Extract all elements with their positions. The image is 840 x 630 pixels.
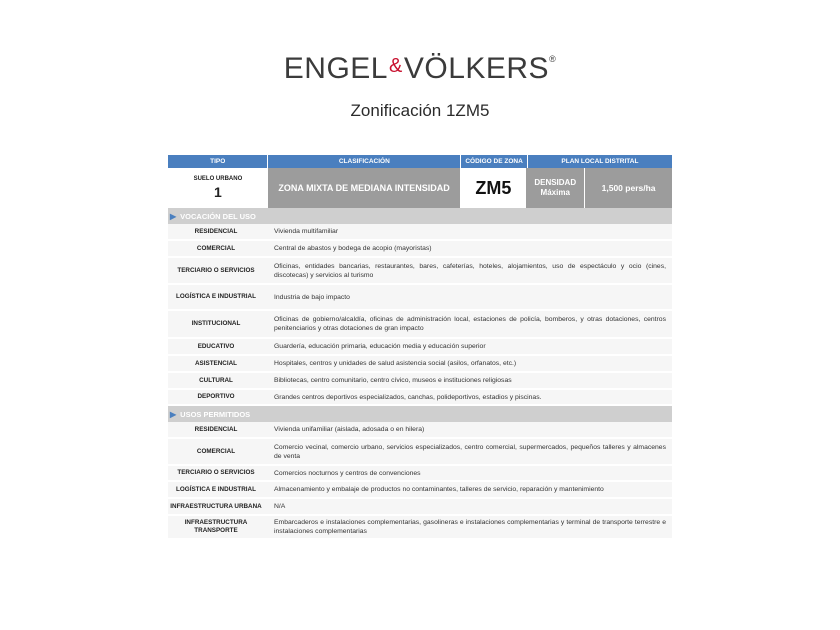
vocacion-rows (168, 224, 672, 406)
page-title: Zonificación 1ZM5 (350, 101, 490, 120)
table-row (168, 482, 672, 499)
table-row (168, 390, 672, 406)
row-value: Oficinas de gobierno/alcaldía, oficinas de administración local, estaciones de policía, bomberos, y otras dotaciones, centros penitenciarios y otras dotaciones de gran impacto (274, 316, 666, 332)
row-value: Vivienda multifamiliar (274, 228, 339, 235)
table-row (168, 258, 672, 285)
row-value: Bibliotecas, centro comunitario, centro cívico, museos e instituciones religiosas (274, 377, 512, 384)
table-header (168, 155, 672, 168)
table-row (168, 439, 672, 466)
registered-mark: ® (549, 54, 557, 64)
permitidos-rows (168, 422, 672, 540)
logo-right: VÖLKERS (403, 52, 550, 85)
row-key: TERCIARIO O SERVICIOS (177, 469, 255, 476)
section-vocacion (168, 208, 672, 224)
row-value: Vivienda unifamiliar (aislada, adosada o en hilera) (274, 426, 425, 433)
row-key: EDUCATIVO (197, 342, 235, 350)
table-row (168, 339, 672, 356)
header-clasificacion: CLASIFICACIÓN (268, 155, 461, 168)
logo-left: ENGEL (283, 52, 388, 85)
section-permitidos (168, 406, 672, 422)
row-key: LOGÍSTICA E INDUSTRIAL (176, 293, 256, 300)
engel-volkers-logo (0, 52, 840, 86)
row-value: N/A (274, 503, 286, 510)
table-row (168, 241, 672, 258)
row-key: LOGÍSTICA E INDUSTRIAL (176, 485, 256, 493)
table-row (168, 466, 672, 482)
row-key: INSTITUCIONAL (191, 320, 241, 327)
densidad-line1: DENSIDAD (534, 178, 577, 187)
section-title: VOCACIÓN DEL USO (180, 211, 256, 221)
tipo-label: SUELO URBANO (193, 176, 243, 182)
row-key: CULTURAL (199, 376, 233, 384)
row-value: Embarcaderos e instalaciones complementarias, gasolineras e instalaciones complementarias y terminal de transporte terrestre e instalaciones complementarias (274, 519, 666, 535)
row-value: Grandes centros deportivos especializados, canchas, polideportivos, estadios y piscinas. (274, 393, 542, 401)
tipo-number: 1 (214, 184, 222, 200)
row-key: COMERCIAL (196, 244, 236, 252)
table-row (168, 356, 672, 373)
header-tipo: TIPO (168, 155, 268, 168)
table-row (168, 422, 672, 439)
zone-summary-row (168, 168, 672, 208)
table-row (168, 285, 672, 311)
logo-ampersand: & (389, 55, 403, 77)
row-value: Industria de bajo impacto (274, 293, 350, 301)
row-key: RESIDENCIAL (194, 227, 238, 235)
table-row (168, 499, 672, 516)
clasificacion-cell: ZONA MIXTA DE MEDIANA INTENSIDAD (268, 168, 461, 208)
row-value: Oficinas, entidades bancarias, restaurantes, bares, cafeterías, hoteles, alojamientos, uso de espectáculo y ocio (cines, discotecas) y servicios al turismo (274, 262, 666, 279)
header-codigo: CÓDIGO DE ZONA (461, 155, 528, 168)
section-arrow-icon: ▶ (170, 409, 177, 419)
densidad-line2: Máxima (540, 188, 570, 197)
section-title: USOS PERMITIDOS (180, 409, 251, 419)
row-key: ASISTENCIAL (195, 359, 237, 367)
row-value: Comercios nocturnos y centros de convenciones (274, 469, 421, 477)
header-plan: PLAN LOCAL DISTRITAL (561, 158, 639, 165)
row-key: INFRAESTRUCTURA TRANSPORTE (184, 519, 248, 534)
row-key: DEPORTIVO (197, 393, 235, 400)
table-row (168, 224, 672, 241)
row-value: Hospitales, centros y unidades de salud asistencia social (asilos, orfanatos, etc.) (274, 360, 517, 367)
densidad-value: 1,500 pers/ha (584, 168, 672, 208)
row-value: Central de abastos y bodega de acopio (mayoristas) (274, 245, 432, 252)
row-key: INFRAESTRUCTURA URBANA (170, 502, 262, 510)
row-value: Comercio vecinal, comercio urbano, servicios especializados, centro comercial, supermercados, pequeños talleres y almacenes de venta (274, 443, 666, 460)
table-row (168, 516, 672, 540)
zoning-table (168, 155, 672, 540)
row-value: Almacenamiento y embalaje de productos no contaminantes, talleres de servicio, reparación y mantenimiento (274, 486, 604, 493)
densidad-cell (526, 168, 584, 208)
table-row (168, 311, 672, 339)
row-key: COMERCIAL (196, 447, 236, 455)
row-key: RESIDENCIAL (194, 425, 238, 433)
tipo-cell (168, 168, 268, 208)
row-value: Guardería, educación primaria, educación media y educación superior (274, 343, 486, 350)
codigo-cell: ZM5 (460, 168, 526, 208)
section-arrow-icon: ▶ (170, 211, 177, 221)
row-key: TERCIARIO O SERVICIOS (177, 266, 255, 274)
table-row (168, 373, 672, 390)
